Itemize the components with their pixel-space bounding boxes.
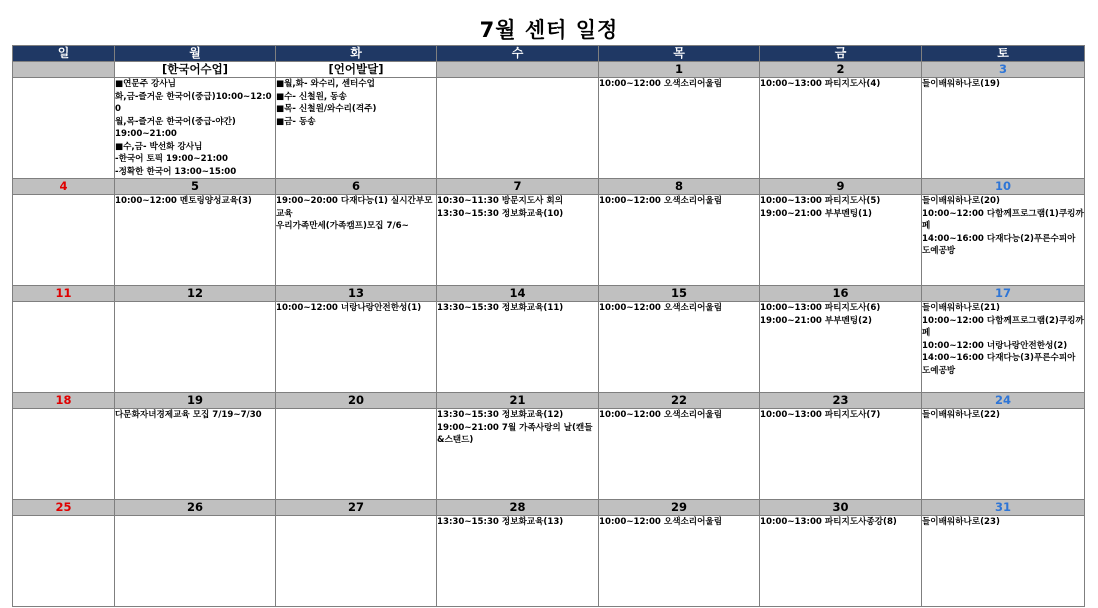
page-title: 7월 센터 일정 [479, 18, 619, 42]
event-item: 19:00~21:00 부부멘팅(2) [760, 315, 872, 326]
day-cell-sat [922, 516, 1085, 607]
date-number: 14 [437, 286, 599, 302]
event-item: 들이배워하나로(21) [922, 303, 1000, 313]
date-number: 26 [115, 500, 276, 516]
event-item: 10:00~12:00 다함께프로그램(1)쿠킹까페 [922, 208, 1084, 231]
date-row [13, 393, 1085, 409]
date-row [13, 500, 1085, 516]
event-item: ■수,금- 박선화 강사님 [115, 141, 203, 152]
weekday-sun: 일 [13, 46, 115, 62]
events-row [13, 78, 1085, 179]
event-item: 10:00~12:00 오색소리어울림 [599, 517, 723, 527]
date-number: 13 [276, 286, 437, 302]
event-item: 10:00~12:00 오색소리어울림 [599, 196, 723, 206]
event-item: 13:30~15:30 정보화교육(13) [437, 517, 564, 527]
day-cell-fri [760, 409, 922, 500]
event-item: 10:00~13:00 파티지도사(5) [760, 196, 881, 206]
day-cell-sun [13, 409, 115, 500]
day-cell-mon [115, 409, 276, 500]
date-number: 30 [760, 500, 922, 516]
date-number: 8 [599, 179, 760, 195]
weekday-tue: 화 [276, 46, 437, 62]
event-item: 10:30~11:30 방문지도사 회의 [437, 196, 564, 206]
weekday-wed: 수 [437, 46, 599, 62]
event-item: 들이배워하나로(23) [922, 517, 1000, 527]
event-item: 13:30~15:30 정보화교육(10) [437, 208, 564, 219]
event-item: ■월,화- 와수리, 센터수업 [276, 79, 375, 89]
header-label-fri: 2 [760, 62, 922, 78]
event-item: 19:00~21:00 [115, 129, 177, 139]
day-cell-fri [760, 78, 922, 179]
date-number: 9 [760, 179, 922, 195]
events-row [13, 195, 1085, 286]
event-item: 들이배워하나로(19) [922, 79, 1000, 89]
event-item: 13:30~15:30 정보화교육(11) [437, 303, 564, 313]
date-number: 23 [760, 393, 922, 409]
weekday-thu: 목 [599, 46, 760, 62]
event-item: 10:00~12:00 너랑나랑안전한성(2) [922, 340, 1068, 351]
event-item: 우리가족만세(가족캠프)모집 7/6~ [276, 221, 409, 231]
date-number: 10 [922, 179, 1085, 195]
day-cell-sat [922, 302, 1085, 393]
day-cell-tue [276, 302, 437, 393]
date-number: 17 [922, 286, 1085, 302]
date-number: 24 [922, 393, 1085, 409]
event-item: 다문화자녀경제교육 모집 7/19~7/30 [115, 410, 262, 420]
header-label-sat: 3 [922, 62, 1085, 78]
event-item: 14:00~16:00 다재다능(3)푸른수피아 도예공방 [922, 353, 1076, 376]
day-cell-sat [922, 78, 1085, 179]
date-number: 6 [276, 179, 437, 195]
event-item: 10:00~13:00 파티지도사종강(8) [760, 517, 897, 527]
day-cell-tue [276, 409, 437, 500]
day-cell-wed [437, 78, 599, 179]
day-cell-wed [437, 516, 599, 607]
weekday-mon: 월 [115, 46, 276, 62]
event-item: 10:00~12:00 다함께프로그램(2)쿠킹까페 [922, 315, 1084, 338]
date-row [13, 286, 1085, 302]
event-item: 10:00~12:00 오색소리어울림 [599, 303, 723, 313]
day-cell-thu [599, 195, 760, 286]
header-label-tue: [언어발달] [276, 62, 437, 78]
date-number: 12 [115, 286, 276, 302]
day-cell-mon [115, 302, 276, 393]
event-item: ■목- 신철원/와수리(격주) [276, 104, 377, 114]
event-item: 19:00~21:00 부부멘팅(1) [760, 208, 872, 219]
weekday-header-row [13, 46, 1085, 62]
events-row [13, 302, 1085, 393]
header-label-mon: [한국어수업] [115, 62, 276, 78]
date-number: 19 [115, 393, 276, 409]
day-cell-fri [760, 302, 922, 393]
day-cell-mon [115, 195, 276, 286]
date-number: 21 [437, 393, 599, 409]
day-cell-mon [115, 516, 276, 607]
day-cell-sun [13, 195, 115, 286]
events-row [13, 516, 1085, 607]
weekday-fri: 금 [760, 46, 922, 62]
event-item: 19:00~21:00 7월 가족사랑의 날(캔들&스탠드) [437, 422, 593, 445]
event-item: 들이배워하나로(22) [922, 410, 1000, 420]
day-cell-fri [760, 516, 922, 607]
weekday-sat: 토 [922, 46, 1085, 62]
event-item: 10:00~13:00 파티지도사(6) [760, 303, 881, 313]
day-cell-sat [922, 195, 1085, 286]
event-item: 13:30~15:30 정보화교육(12) [437, 410, 564, 420]
date-number: 5 [115, 179, 276, 195]
day-cell-tue [276, 78, 437, 179]
date-number: 28 [437, 500, 599, 516]
calendar-grid [12, 45, 1085, 607]
date-number: 11 [13, 286, 115, 302]
date-number: 18 [13, 393, 115, 409]
event-item: 10:00~12:00 오색소리어울림 [599, 410, 723, 420]
date-number: 16 [760, 286, 922, 302]
day-cell-sun [13, 78, 115, 179]
event-item: 10:00~13:00 파티지도사(7) [760, 410, 881, 420]
day-cell-thu [599, 409, 760, 500]
header-label-wed [437, 62, 599, 78]
event-item: 19:00~20:00 다재다능(1) 실시간부모교육 [276, 196, 433, 219]
date-number: 22 [599, 393, 760, 409]
event-item: 들이배워하나로(20) [922, 196, 1000, 206]
date-number: 20 [276, 393, 437, 409]
day-cell-wed [437, 302, 599, 393]
events-row [13, 409, 1085, 500]
event-item: 월,목-즐거운 한국어(중급-야간) [115, 116, 236, 127]
header-label-sun [13, 62, 115, 78]
day-cell-thu [599, 78, 760, 179]
day-cell-sat [922, 409, 1085, 500]
date-number: 29 [599, 500, 760, 516]
day-cell-thu [599, 516, 760, 607]
event-item: 14:00~16:00 다재다능(2)푸른수피아 도예공방 [922, 233, 1076, 256]
event-item: 10:00~13:00 파티지도사(4) [760, 79, 881, 89]
event-item: ■수- 신철원, 동송 [276, 91, 347, 102]
day-cell-sun [13, 302, 115, 393]
day-cell-mon [115, 78, 276, 179]
day-cell-wed [437, 409, 599, 500]
event-item: -한국어 토픽 19:00~21:00 [115, 154, 228, 164]
event-item: ■연문주 강사님 [115, 79, 176, 89]
event-item: 10:00~12:00 너랑나랑안전한성(1) [276, 303, 422, 313]
event-item: 10:00~12:00 오색소리어울림 [599, 79, 723, 89]
date-number: 31 [922, 500, 1085, 516]
date-number: 15 [599, 286, 760, 302]
day-cell-tue [276, 195, 437, 286]
event-item: 화,금-즐거운 한국어(중급)10:00~12:00 [115, 91, 272, 114]
event-item: -정확한 한국어 13:00~15:00 [115, 166, 237, 177]
day-cell-sun [13, 516, 115, 607]
header-label-thu: 1 [599, 62, 760, 78]
date-number: 27 [276, 500, 437, 516]
day-cell-thu [599, 302, 760, 393]
event-item: 10:00~12:00 멘토링양성교육(3) [115, 196, 252, 206]
event-item: ■금- 동송 [276, 116, 316, 127]
header-label-row [13, 62, 1085, 78]
date-number: 25 [13, 500, 115, 516]
date-number: 7 [437, 179, 599, 195]
date-row [13, 179, 1085, 195]
day-cell-fri [760, 195, 922, 286]
date-number: 4 [13, 179, 115, 195]
day-cell-wed [437, 195, 599, 286]
day-cell-tue [276, 516, 437, 607]
